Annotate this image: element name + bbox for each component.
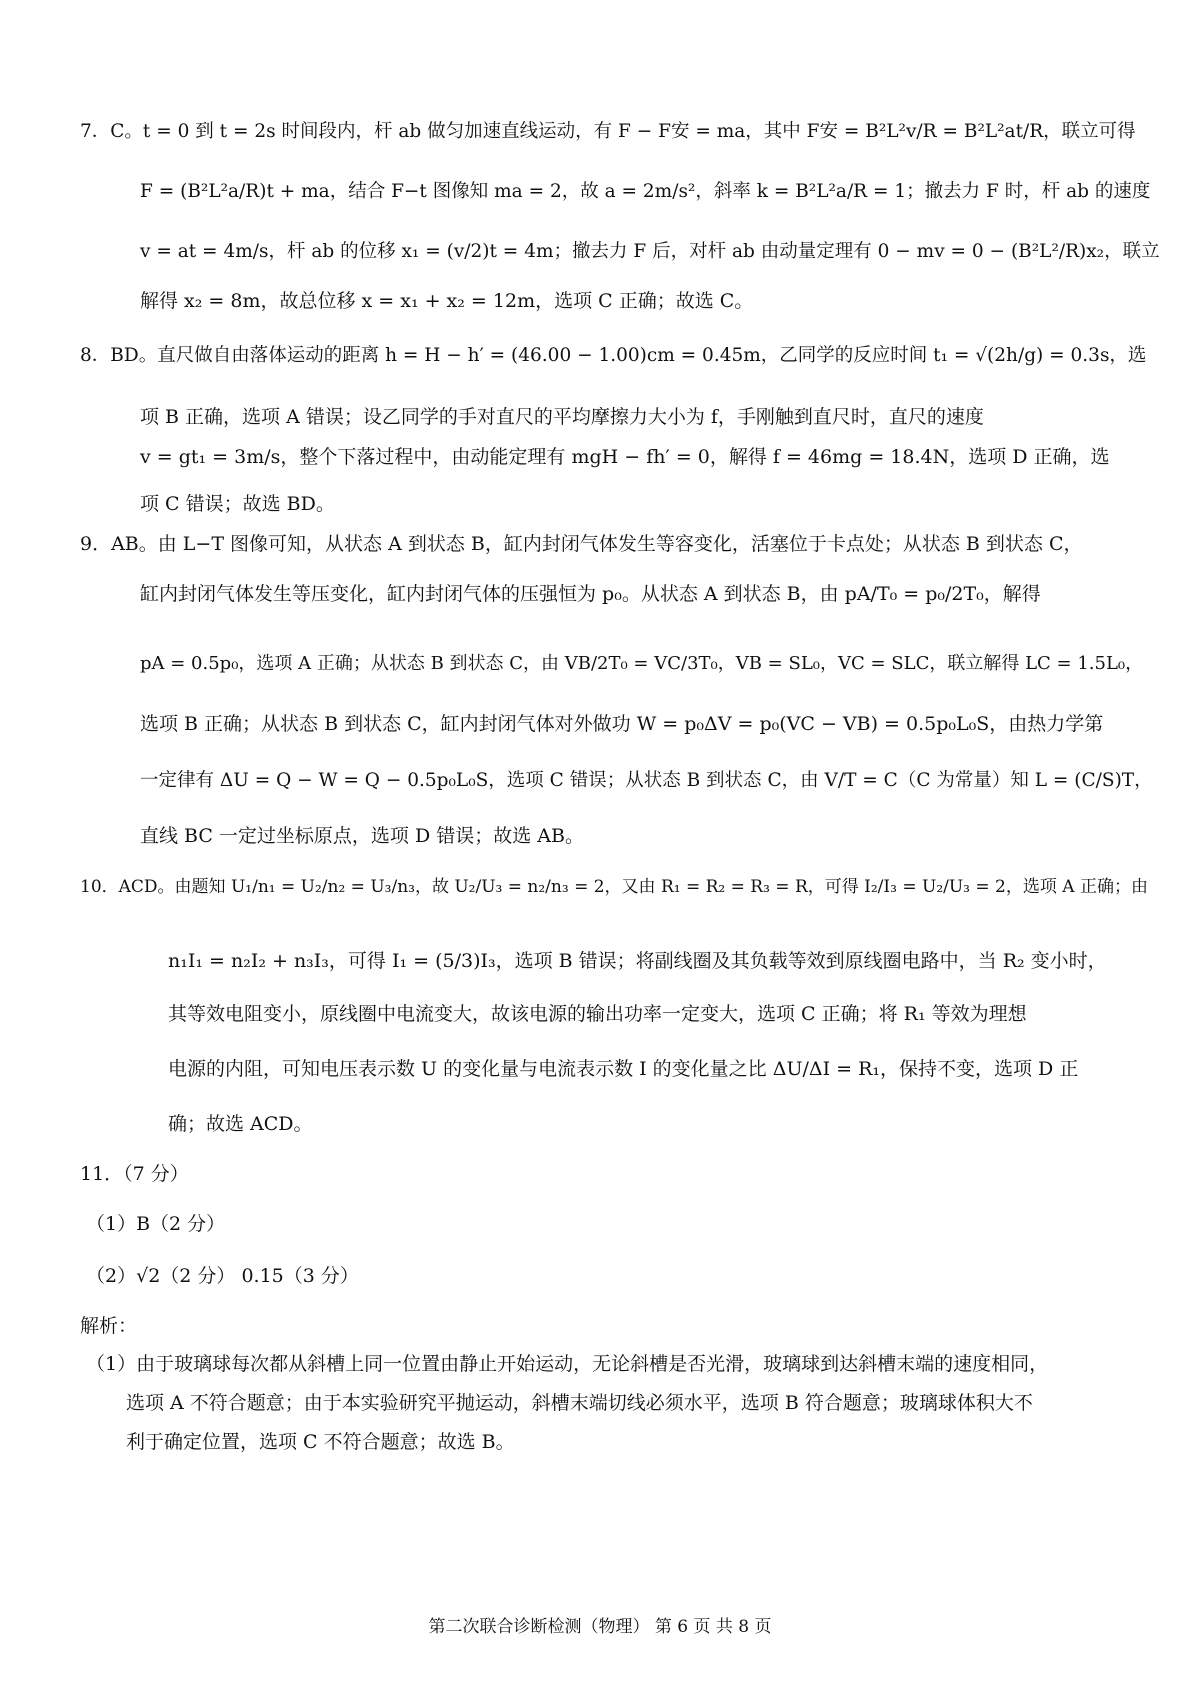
q9-line-4: 选项 B 正确；从状态 B 到状态 C，缸内封闭气体对外做功 W = p₀ΔV = p₀(VC − VB) = 0.5p₀L₀S，由热力学第: [140, 713, 1104, 735]
q9-line-3: pA = 0.5p₀，选项 A 正确；从状态 B 到状态 C，由 VB/2T₀ = VC/3T₀，VB = SL₀，VC = SLC，联立解得 LC = 1.5L₀，: [140, 653, 1144, 674]
page-footer: 第二次联合诊断检测（物理） 第 6 页 共 8 页: [428, 1617, 772, 1637]
q9-line-2: 缸内封闭气体发生等压变化，缸内封闭气体的压强恒为 p₀。从状态 A 到状态 B，由 pA/T₀ = p₀/2T₀，解得: [140, 583, 1041, 605]
q7-line-4: 解得 x₂ = 8m，故总位移 x = x₁ + x₂ = 12m，选项 C 正确；故选 C。: [140, 290, 754, 312]
q8-line-4: 项 C 错误；故选 BD。: [140, 493, 335, 515]
q11-explain-1: （1）由于玻璃球每次都从斜槽上同一位置由静止开始运动，无论斜槽是否光滑，玻璃球到达斜槽末端的速度相同，: [86, 1353, 1049, 1375]
q7-line-2: F = (B²L²a/R)t + ma，结合 F−t 图像知 ma = 2，故 a = 2m/s²，斜率 k = B²L²a/R = 1；撤去力 F 时，杆 ab 的速度: [140, 181, 1151, 202]
q10-line-2: n₁I₁ = n₂I₂ + n₃I₃，可得 I₁ = (5/3)I₃，选项 B 错误；将副线圈及其负载等效到原线圈电路中，当 R₂ 变小时，: [168, 950, 1107, 972]
q11-analysis-label: 解析：: [80, 1315, 138, 1337]
q11-answer-1: （1）B（2 分）: [86, 1213, 226, 1235]
q10-line-4: 电源的内阻，可知电压表示数 U 的变化量与电流表示数 I 的变化量之比 ΔU/ΔI = R₁，保持不变，选项 D 正: [168, 1058, 1079, 1080]
q7-line-1: 7．C。t = 0 到 t = 2s 时间段内，杆 ab 做匀加速直线运动，有 F − F安 = ma，其中 F安 = B²L²v/R = B²L²at/R，联立可得: [80, 121, 1136, 142]
q9-line-6: 直线 BC 一定过坐标原点，选项 D 错误；故选 AB。: [140, 825, 584, 847]
q8-line-2: 项 B 正确，选项 A 错误；设乙同学的手对直尺的平均摩擦力大小为 f，手刚触到直尺时，直尺的速度: [140, 406, 984, 428]
q11-answer-2: （2）√2（2 分） 0.15（3 分）: [86, 1265, 359, 1287]
q8-line-3: v = gt₁ = 3m/s，整个下落过程中，由动能定理有 mgH − fh′ = 0，解得 f = 46mg = 18.4N，选项 D 正确，选: [140, 446, 1110, 468]
q10-line-3: 其等效电阻变小，原线圈中电流变大，故该电源的输出功率一定变大，选项 C 正确；将 R₁ 等效为理想: [168, 1003, 1027, 1025]
q11-explain-3: 利于确定位置，选项 C 不符合题意；故选 B。: [126, 1431, 515, 1453]
q7-line-3: v = at = 4m/s，杆 ab 的位移 x₁ = (v/2)t = 4m；撤去力 F 后，对杆 ab 由动量定理有 0 − mv = 0 − (B²L²/R)x₂，联立: [140, 241, 1160, 262]
q9-line-1: 9．AB。由 L−T 图像可知，从状态 A 到状态 B，缸内封闭气体发生等容变化，活塞位于卡点处；从状态 B 到状态 C，: [80, 533, 1083, 555]
q10-line-1: 10．ACD。由题知 U₁/n₁ = U₂/n₂ = U₃/n₃，故 U₂/U₃ = n₂/n₃ = 2，又由 R₁ = R₂ = R₃ = R，可得 I₂/I₃ = U₂/U₃ = 2，选项 A 正确；由: [80, 877, 1148, 897]
q11-header: 11．（7 分）: [80, 1163, 189, 1185]
q8-line-1: 8．BD。直尺做自由落体运动的距离 h = H − h′ = (46.00 − 1.00)cm = 0.45m，乙同学的反应时间 t₁ = √(2h/g) = 0.3s，选: [80, 345, 1147, 366]
q9-line-5: 一定律有 ΔU = Q − W = Q − 0.5p₀L₀S，选项 C 错误；从状态 B 到状态 C，由 V/T = C（C 为常量）知 L = (C/S)T，: [140, 770, 1153, 791]
q11-explain-2: 选项 A 不符合题意；由于本实验研究平抛运动，斜槽末端切线必须水平，选项 B 符合题意；玻璃球体积大不: [126, 1392, 1033, 1414]
q10-line-5: 确；故选 ACD。: [168, 1113, 313, 1135]
